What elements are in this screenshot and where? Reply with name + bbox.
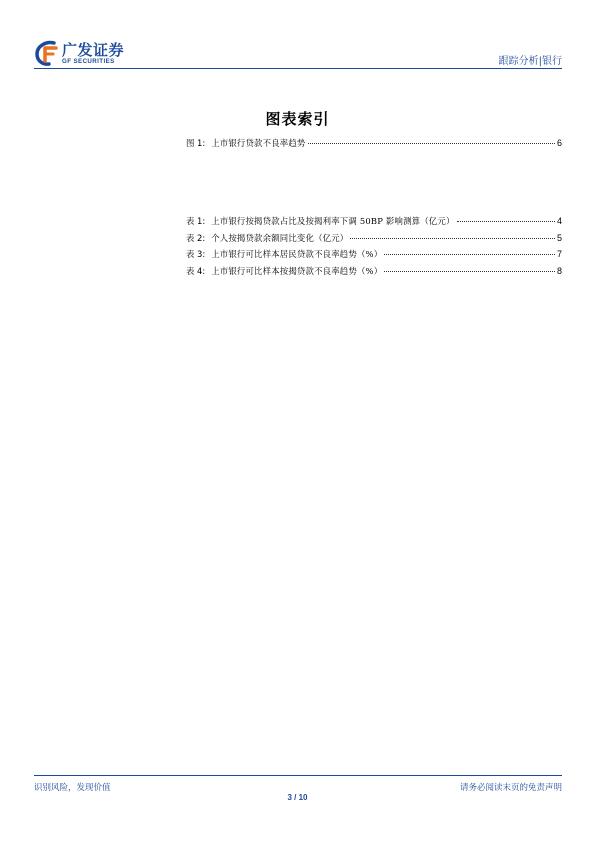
dot-leader bbox=[384, 271, 555, 272]
entry-page-number: 6 bbox=[556, 138, 562, 148]
figure-index-entry[interactable] bbox=[186, 137, 562, 154]
entry-label: 表 3: bbox=[186, 249, 206, 259]
table-index-list bbox=[186, 215, 562, 281]
page-number: 3 / 10 bbox=[287, 793, 308, 802]
dot-leader bbox=[457, 221, 555, 222]
dot-leader bbox=[384, 254, 555, 255]
entry-title: 上市银行贷款不良率趋势 bbox=[211, 138, 306, 148]
entry-page-number: 4 bbox=[556, 216, 562, 226]
table-index-entry[interactable] bbox=[186, 232, 562, 249]
index-title: 图表索引 bbox=[265, 110, 330, 128]
footer-slogan: 识别风险，发现价值 bbox=[34, 783, 111, 793]
logo-english-name: GF SECURITIES bbox=[62, 58, 115, 65]
gf-logo-icon bbox=[34, 40, 60, 66]
header-divider bbox=[34, 68, 562, 69]
dot-leader bbox=[350, 238, 555, 239]
figure-index-list bbox=[186, 137, 562, 154]
dot-leader bbox=[308, 143, 555, 144]
entry-label: 表 1: bbox=[186, 216, 206, 226]
entry-title: 上市银行按揭贷款占比及按揭利率下调 50BP 影响测算（亿元） bbox=[211, 216, 455, 226]
entry-label: 表 4: bbox=[186, 265, 206, 276]
logo-chinese-name: 广发证券 bbox=[62, 41, 125, 59]
gf-securities-logo bbox=[34, 38, 134, 70]
entry-title: 上市银行可比样本按揭贷款不良率趋势（%） bbox=[211, 265, 383, 276]
report-section-label: 跟踪分析|银行 bbox=[498, 56, 562, 67]
entry-label: 图 1: bbox=[186, 138, 206, 148]
footer-divider bbox=[34, 775, 562, 776]
entry-title: 个人按揭贷款余额同比变化（亿元） bbox=[211, 232, 349, 243]
entry-title: 上市银行可比样本居民贷款不良率趋势（%） bbox=[211, 249, 383, 259]
table-index-entry[interactable] bbox=[186, 248, 562, 265]
table-index-entry[interactable] bbox=[186, 265, 562, 282]
footer-disclaimer-note: 请务必阅读末页的免责声明 bbox=[459, 783, 562, 793]
entry-page-number: 8 bbox=[556, 265, 562, 276]
entry-page-number: 7 bbox=[556, 249, 562, 259]
table-index-entry[interactable] bbox=[186, 215, 562, 232]
entry-label: 表 2: bbox=[186, 232, 206, 243]
page-header bbox=[0, 0, 595, 72]
entry-page-number: 5 bbox=[556, 232, 562, 243]
